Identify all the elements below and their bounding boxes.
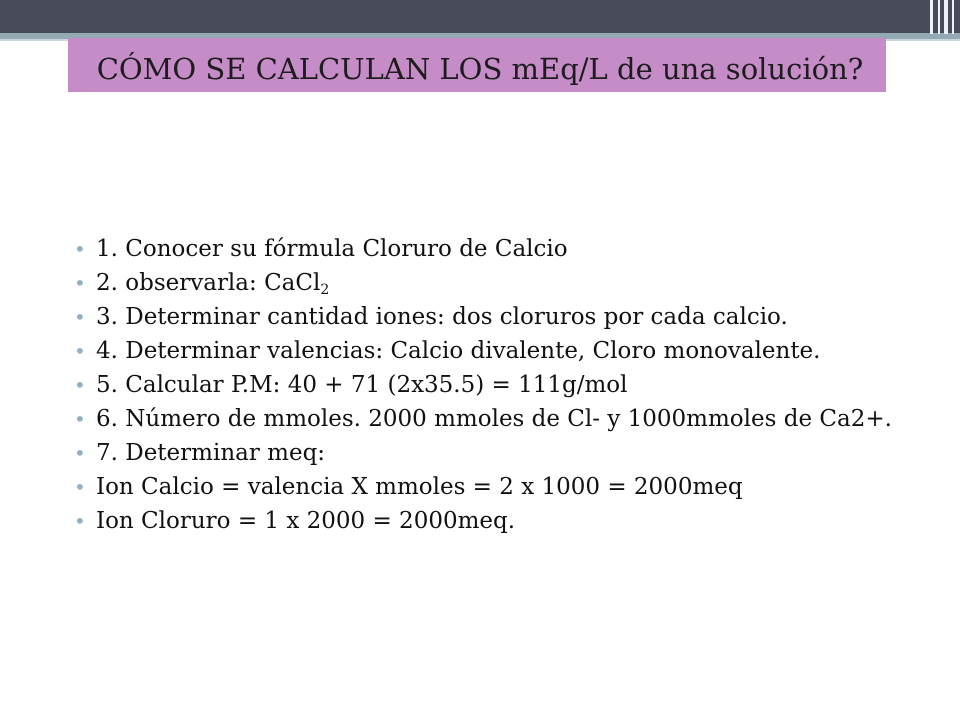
header-stripe — [944, 0, 948, 34]
bullet-text: 4. Determinar valencias: Calcio divalente, Cloro monovalente. — [96, 338, 821, 364]
bullet-dot: • — [74, 271, 86, 295]
bullet-dot: • — [74, 305, 86, 329]
formula-subscript: 2 — [320, 282, 330, 298]
bullet-dot: • — [74, 237, 86, 261]
bullet-text: 1. Conocer su fórmula Cloruro de Calcio — [96, 236, 568, 262]
bullet-list — [74, 236, 904, 542]
slide-title: CÓMO SE CALCULAN LOS mEq/L de una solución? — [96, 52, 864, 86]
bullet-dot: • — [74, 509, 86, 533]
header-band — [0, 0, 960, 33]
bullet-text: 5. Calcular P.M: 40 + 71 (2x35.5) = 111g/mol — [96, 372, 628, 398]
header-stripe — [938, 0, 940, 34]
bullet-item — [74, 236, 904, 262]
bullet-text: Ion Calcio = valencia X mmoles = 2 x 1000 = 2000meq — [96, 474, 743, 500]
bullet-text: 6. Número de mmoles. 2000 mmoles de Cl- y 1000mmoles de Ca2+. — [96, 406, 892, 432]
bullet-dot: • — [74, 441, 86, 465]
bullet-item — [74, 440, 904, 466]
bullet-item — [74, 474, 904, 500]
bullet-item — [74, 304, 904, 330]
bullet-text: 7. Determinar meq: — [96, 440, 326, 466]
bullet-item — [74, 406, 904, 432]
header-stripe — [930, 0, 933, 34]
bullet-dot: • — [74, 475, 86, 499]
bullet-item — [74, 372, 904, 398]
bullet-item — [74, 508, 904, 534]
bullet-text: 2. observarla: CaCl — [96, 270, 321, 296]
bullet-dot: • — [74, 339, 86, 363]
bullet-text: 3. Determinar cantidad iones: dos cloruros por cada calcio. — [96, 304, 788, 330]
bullet-dot: • — [74, 407, 86, 431]
bullet-item — [74, 338, 904, 364]
header-stripe — [952, 0, 954, 34]
bullet-dot: • — [74, 373, 86, 397]
bullet-item — [74, 270, 904, 296]
bullet-text: Ion Cloruro = 1 x 2000 = 2000meq. — [96, 508, 516, 534]
